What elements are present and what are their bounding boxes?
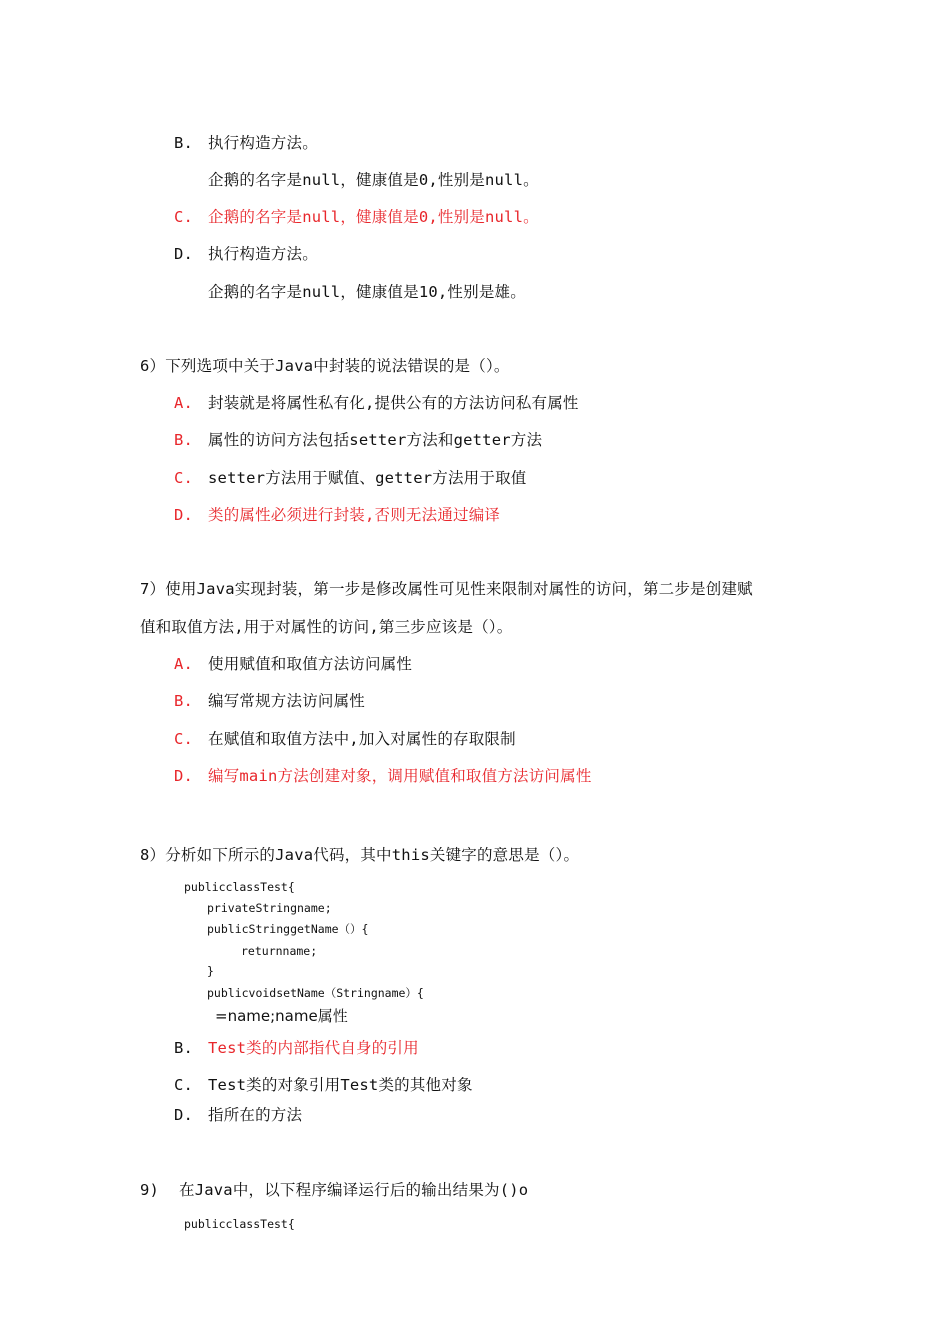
q7-option-c	[174, 729, 516, 749]
q6-question: 6）下列选项中关于Java中封装的说法错误的是（）。	[140, 357, 510, 375]
option-letter: D.	[174, 767, 194, 785]
option-letter: D.	[174, 1106, 194, 1124]
option-letter: C.	[174, 1076, 194, 1094]
q8-question: 8）分析如下所示的Java代码，其中this关键字的意思是（）。	[140, 846, 580, 864]
q9-text: 在Java中，以下程序编译运行后的输出结果为()o	[179, 1181, 529, 1199]
option-letter: D.	[174, 506, 194, 524]
option-text: 编写main方法创建对象，调用赋值和取值方法访问属性	[208, 767, 592, 785]
q6-option-d	[174, 505, 500, 525]
q5-option-b	[174, 133, 318, 153]
option-text: 指所在的方法	[208, 1106, 303, 1124]
option-text: setter方法用于赋值、getter方法用于取值	[208, 469, 527, 487]
code-line: publicStringgetName（）{	[207, 922, 369, 936]
q7-option-b	[174, 691, 365, 711]
option-text: 执行构造方法。	[208, 245, 318, 263]
option-text: 执行构造方法。	[208, 134, 318, 152]
q6-option-c	[174, 468, 526, 488]
option-text: 在赋值和取值方法中,加入对属性的存取限制	[208, 730, 516, 748]
q8-option-d	[174, 1105, 302, 1125]
option-text: 封装就是将属性私有化,提供公有的方法访问私有属性	[208, 394, 579, 412]
option-text: 类的属性必须进行封装,否则无法通过编译	[208, 506, 501, 524]
q8-option-c	[174, 1075, 473, 1095]
code-line: publicclassTest{	[184, 1217, 295, 1231]
option-letter: C.	[174, 469, 194, 487]
option-letter: D.	[174, 245, 194, 263]
q5-option-b-line2: 企鹅的名字是null，健康值是0,性别是null。	[208, 171, 539, 189]
q7-question-line2: 值和取值方法,用于对属性的访问,第三步应该是（）。	[140, 618, 513, 636]
option-letter: C.	[174, 208, 194, 226]
code-tail: =name;name属性	[215, 1007, 348, 1025]
option-letter: B.	[174, 431, 194, 449]
option-text: Test类的内部指代自身的引用	[208, 1039, 419, 1057]
option-letter: A.	[174, 394, 194, 412]
code-line: }	[207, 964, 214, 978]
q9-question	[140, 1180, 528, 1200]
q7-question-line1: 7）使用Java实现封装，第一步是修改属性可见性来限制对属性的访问，第二步是创建赋	[140, 580, 753, 598]
option-letter: A.	[174, 655, 194, 673]
q8-option-b	[174, 1038, 419, 1058]
option-text: 属性的访问方法包括setter方法和getter方法	[208, 431, 543, 449]
q6-option-b	[174, 430, 542, 450]
code-line: returnname;	[241, 944, 318, 958]
option-letter: B.	[174, 134, 194, 152]
q9-number: 9)	[140, 1181, 160, 1199]
q5-option-c	[174, 207, 539, 227]
option-text: 编写常规方法访问属性	[208, 692, 366, 710]
option-letter: B.	[174, 1039, 194, 1057]
q5-option-d	[174, 244, 318, 264]
code-line: privateStringname;	[207, 901, 332, 915]
option-letter: B.	[174, 692, 194, 710]
option-text: 企鹅的名字是null，健康值是0,性别是null。	[208, 208, 539, 226]
q6-option-a	[174, 393, 579, 413]
q7-option-a	[174, 654, 412, 674]
code-line: publicclassTest{	[184, 880, 295, 894]
option-text: Test类的对象引用Test类的其他对象	[208, 1076, 473, 1094]
q7-option-d	[174, 766, 592, 786]
option-text: 使用赋值和取值方法访问属性	[208, 655, 413, 673]
option-letter: C.	[174, 730, 194, 748]
code-line: publicvoidsetName（Stringname）{	[207, 986, 424, 1000]
q5-option-d-line2: 企鹅的名字是null，健康值是10,性别是雄。	[208, 283, 526, 301]
